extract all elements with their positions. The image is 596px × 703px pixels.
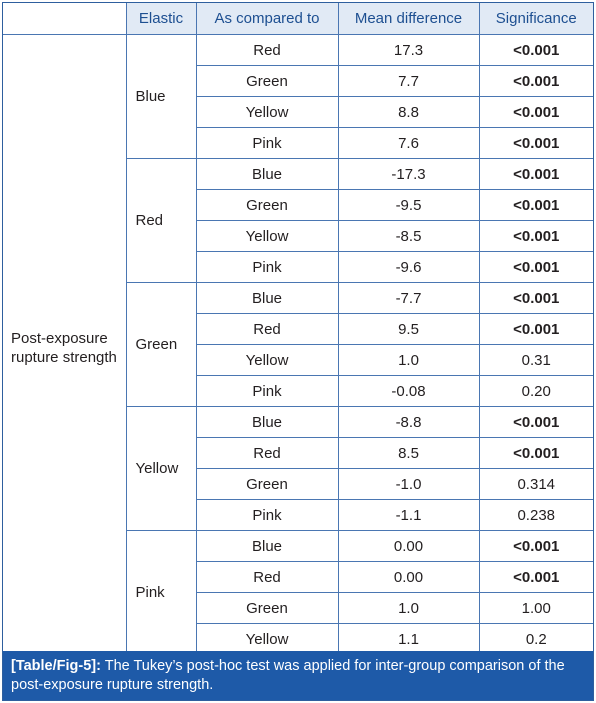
header-compared: As compared to [196,3,338,35]
parameter-cell [3,35,126,655]
mean-difference-cell: -1.1 [338,500,479,531]
significance-cell: <0.001 [479,221,593,252]
compared-cell: Blue [196,159,338,190]
compared-cell: Blue [196,407,338,438]
significance-cell: <0.001 [479,128,593,159]
mean-difference-cell: 1.0 [338,593,479,624]
mean-difference-cell: -9.5 [338,190,479,221]
header-parameter [3,3,126,35]
table-figure [2,2,594,701]
compared-cell: Red [196,562,338,593]
compared-cell: Yellow [196,624,338,655]
mean-difference-cell: -8.5 [338,221,479,252]
elastic-cell: Green [126,283,196,407]
mean-difference-cell: 1.0 [338,345,479,376]
mean-difference-cell: 1.1 [338,624,479,655]
mean-difference-cell: -1.0 [338,469,479,500]
header-mean-difference: Mean difference [338,3,479,35]
header-row [3,3,593,35]
elastic-cell: Pink [126,531,196,655]
mean-difference-cell: 7.7 [338,66,479,97]
compared-cell: Yellow [196,221,338,252]
tukey-table [3,3,593,655]
mean-difference-cell: 8.5 [338,438,479,469]
compared-cell: Blue [196,531,338,562]
significance-cell: 0.31 [479,345,593,376]
significance-cell: <0.001 [479,190,593,221]
significance-cell: <0.001 [479,66,593,97]
caption-label: [Table/Fig-5]: [11,658,101,674]
mean-difference-cell: 0.00 [338,562,479,593]
significance-cell: <0.001 [479,531,593,562]
significance-cell: 0.238 [479,500,593,531]
significance-cell: <0.001 [479,159,593,190]
significance-cell: 0.2 [479,624,593,655]
compared-cell: Blue [196,283,338,314]
elastic-cell: Red [126,159,196,283]
significance-cell: 1.00 [479,593,593,624]
significance-cell: <0.001 [479,252,593,283]
significance-cell: <0.001 [479,283,593,314]
compared-cell: Green [196,593,338,624]
mean-difference-cell: -17.3 [338,159,479,190]
compared-cell: Green [196,66,338,97]
significance-cell: <0.001 [479,407,593,438]
significance-cell: 0.20 [479,376,593,407]
header-significance: Significance [479,3,593,35]
compared-cell: Red [196,35,338,66]
elastic-cell: Yellow [126,407,196,531]
mean-difference-cell: 0.00 [338,531,479,562]
compared-cell: Green [196,190,338,221]
caption-text: The Tukey’s post-hoc test was applied for inter-group comparison of the post-exposure rupture strength. [11,658,565,693]
compared-cell: Pink [196,252,338,283]
significance-cell: <0.001 [479,562,593,593]
header-elastic: Elastic [126,3,196,35]
mean-difference-cell: -9.6 [338,252,479,283]
significance-cell: <0.001 [479,97,593,128]
parameter-label: Post-exposure rupture strength [11,329,117,366]
mean-difference-cell: 8.8 [338,97,479,128]
compared-cell: Pink [196,500,338,531]
table-row [3,35,593,66]
compared-cell: Pink [196,128,338,159]
significance-cell: <0.001 [479,314,593,345]
table-caption [3,651,593,700]
compared-cell: Pink [196,376,338,407]
elastic-cell: Blue [126,35,196,159]
compared-cell: Green [196,469,338,500]
mean-difference-cell: 7.6 [338,128,479,159]
mean-difference-cell: -0.08 [338,376,479,407]
mean-difference-cell: 9.5 [338,314,479,345]
significance-cell: <0.001 [479,438,593,469]
compared-cell: Red [196,438,338,469]
compared-cell: Red [196,314,338,345]
compared-cell: Yellow [196,97,338,128]
mean-difference-cell: -8.8 [338,407,479,438]
compared-cell: Yellow [196,345,338,376]
mean-difference-cell: -7.7 [338,283,479,314]
mean-difference-cell: 17.3 [338,35,479,66]
significance-cell: 0.314 [479,469,593,500]
significance-cell: <0.001 [479,35,593,66]
table-body [3,35,593,655]
